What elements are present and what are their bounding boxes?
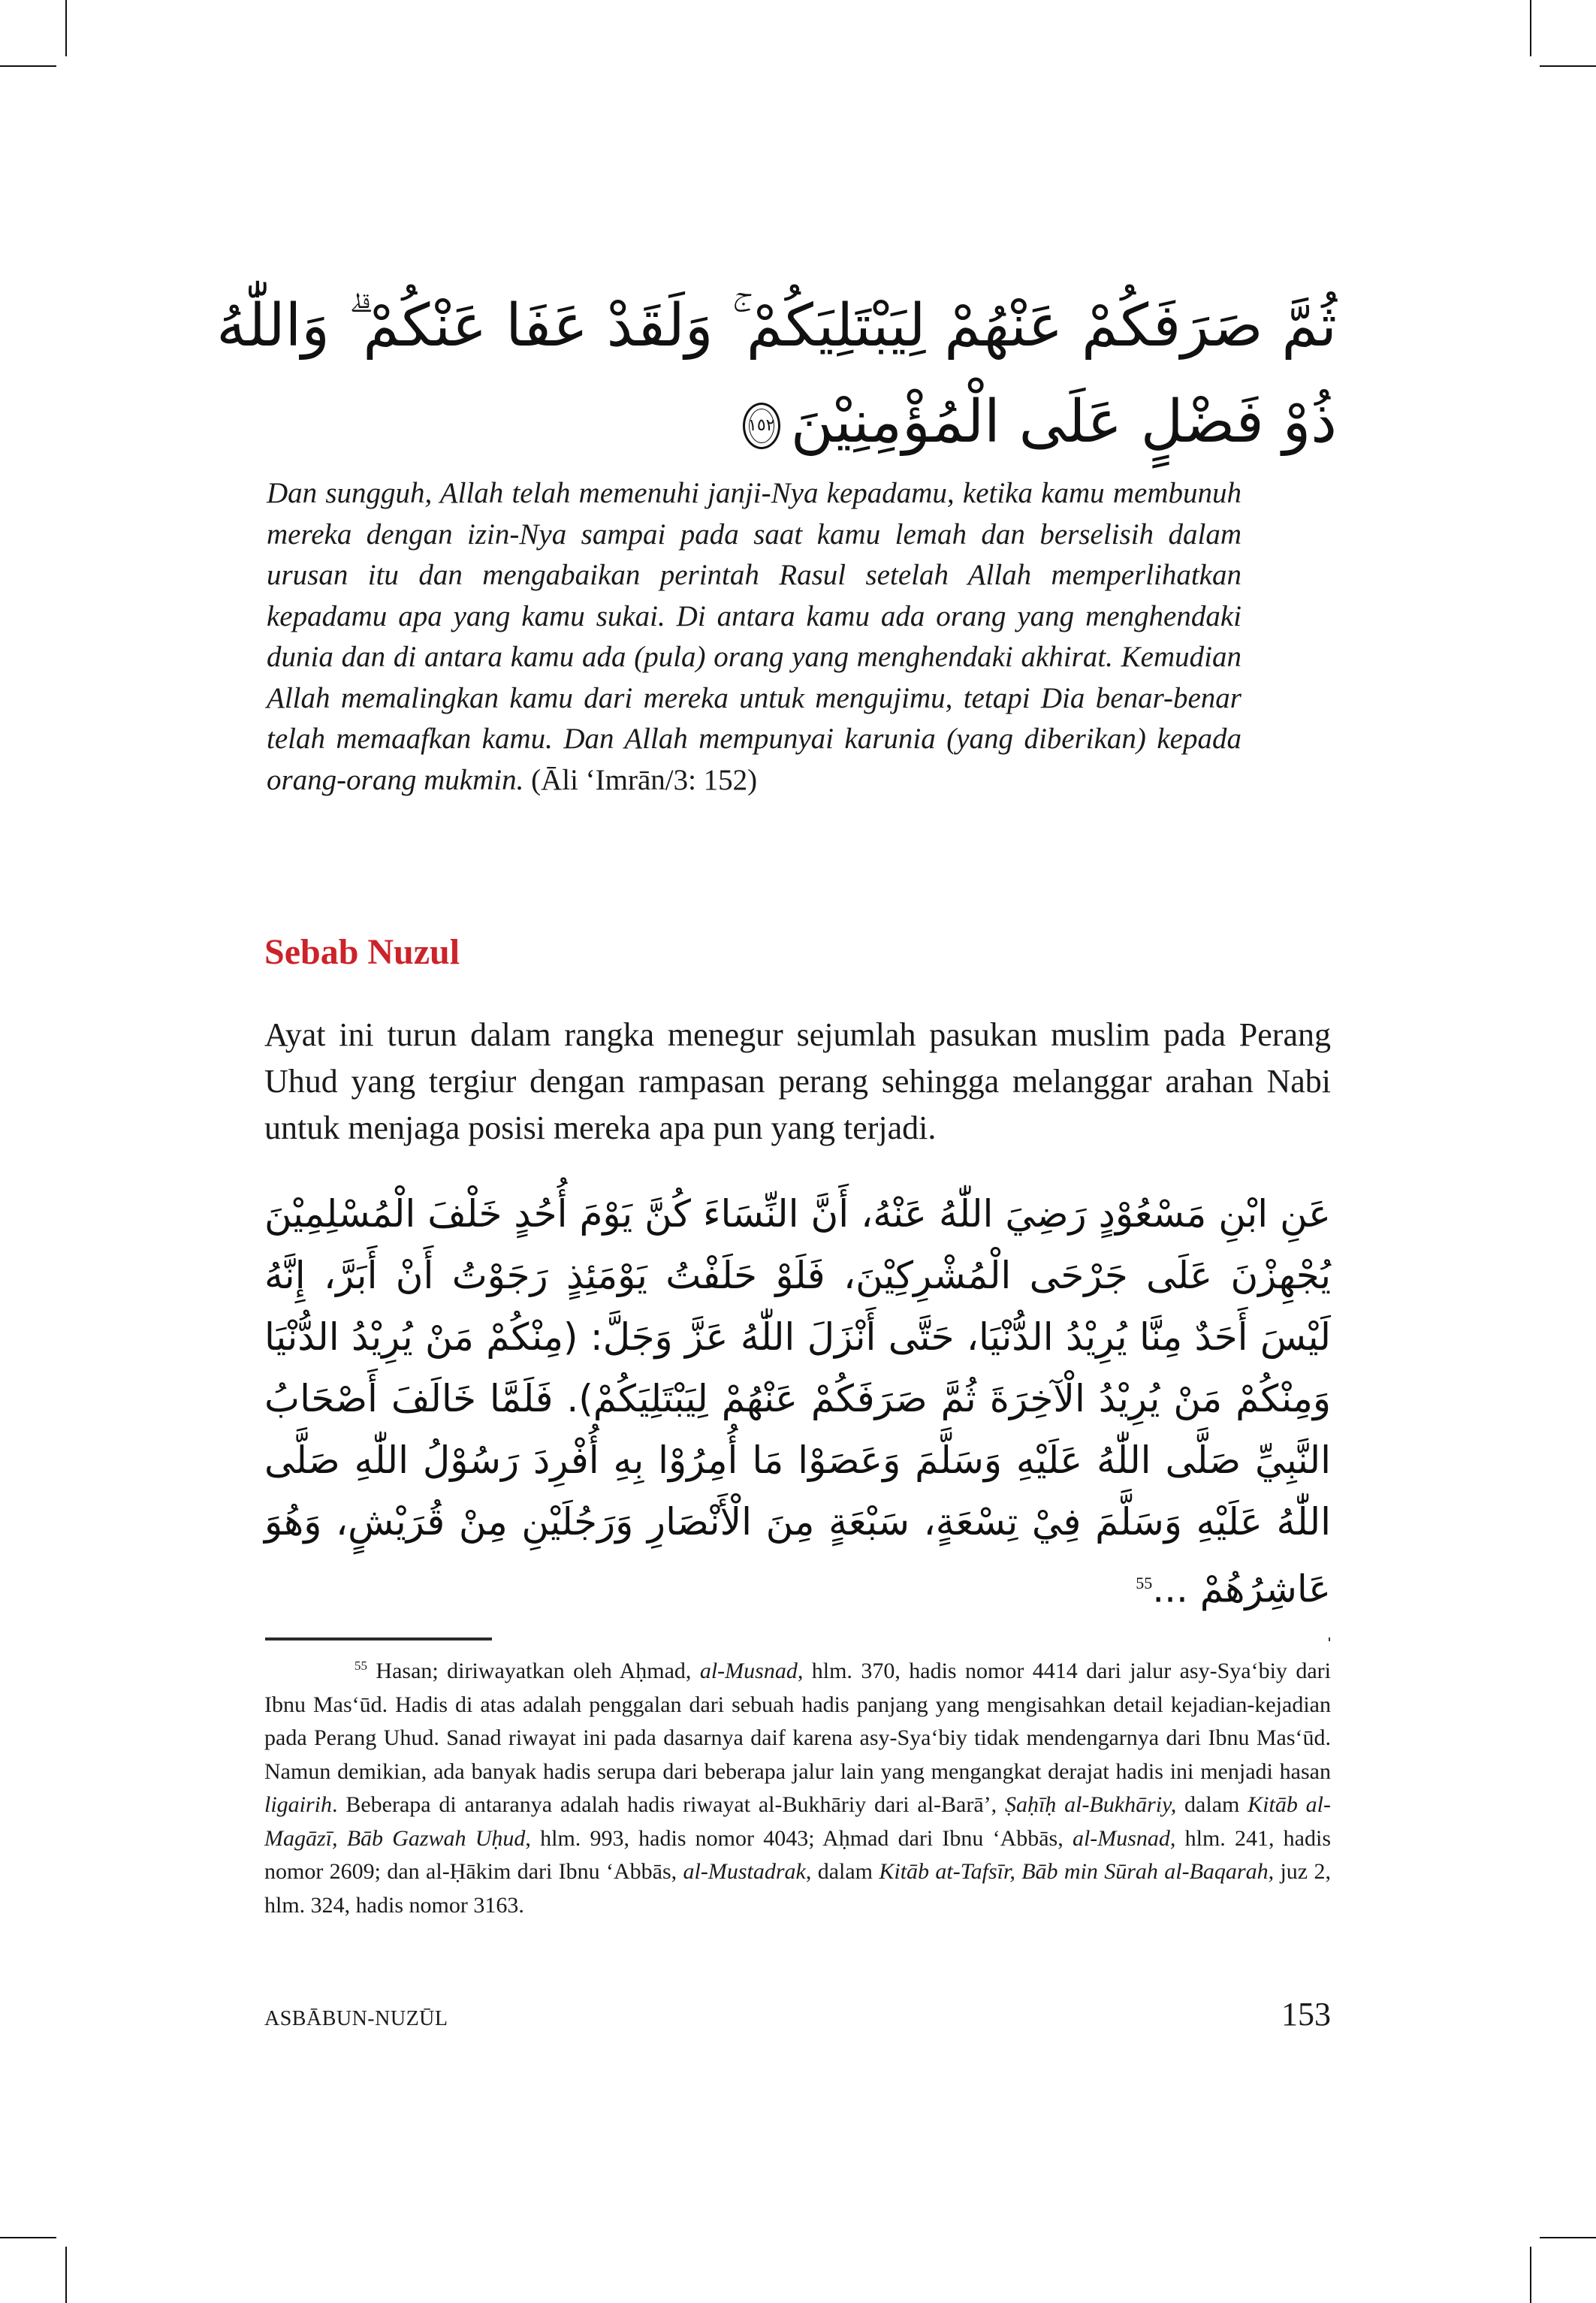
footnote-text-segment: hlm. 370, hadis nomor 4414 dari jalur asy-Sya‘biy dari Ibnu Mas‘ūd. Hadis di atas adalah penggalan dari sebuah hadis panjang yang mengisahkan detail kejadian-kejadian pada Perang Uhud. Sanad riwayat ini pada dasarnya daif karena asy-Sya‘biy tidak mendengarnya dari Ibnu Mas‘ūd. Namun demikian, ada banyak hadis serupa dari beberapa jalur lain yang mengangkat derajat hadis ini menjadi hasan [264, 1659, 1331, 1784]
footnote-text-segment: Hasan; diriwayatkan oleh Aḥmad, [376, 1659, 700, 1683]
verse-translation [267, 473, 1242, 801]
hadith-text: عَنِ ابْنِ مَسْعُوْدٍ رَضِيَ اللّٰهُ عَنْهُ، أَنَّ النِّسَاءَ كُنَّ يَوْمَ أُحُدٍ خَلْفَ الْمُسْلِمِيْنَ يُجْهِزْنَ عَلَى جَرْحَى الْمُشْرِكِيْنَ، فَلَوْ حَلَفْتُ يَوْمَئِذٍ رَجَوْتُ أَنْ أَبَرَّ، إِنَّهُ لَيْسَ أَحَدٌ مِنَّا يُرِيْدُ الدُّنْيَا، حَتَّى أَنْزَلَ اللّٰهُ عَزَّ وَجَلَّ: (مِنْكُمْ مَنْ يُرِيْدُ الدُّنْيَا وَمِنْكُمْ مَنْ يُرِيْدُ الْآخِرَةَ ثُمَّ صَرَفَكُمْ عَنْهُمْ لِيَبْتَلِيَكُمْ). فَلَمَّا خَالَفَ أَصْحَابُ النَّبِيِّ صَلَّى اللّٰهُ عَلَيْهِ وَسَلَّمَ وَعَصَوْا مَا أُمِرُوْا بِهِ أُفْرِدَ رَسُوْلُ اللّٰهِ صَلَّى اللّٰهُ عَلَيْهِ وَسَلَّمَ فِيْ تِسْعَةٍ، سَبْعَةٍ مِنَ الْأَنْصَارِ وَرَجُلَيْنِ مِنْ قُرَيْشٍ، وَهُوَ عَاشِرُهُمْ ... [264, 1192, 1331, 1611]
footnote-citation-italic: al-Mustadrak [683, 1859, 806, 1884]
verse-reference: (Āli ‘Imrān/3: 152) [531, 763, 758, 796]
quran-verse-line-2-text: ذُوْ فَضْلٍ عَلَى الْمُؤْمِنِيْنَ [790, 388, 1337, 456]
crop-mark-top-right-vertical [1530, 0, 1531, 56]
running-footer-title: ASBĀBUN-NUZŪL [264, 2007, 448, 2030]
footnote-citation-italic: Ṣaḥīḥ al-Bukhāriy, [1004, 1792, 1177, 1817]
crop-mark-top-left-vertical [65, 0, 67, 56]
footnote-citation-italic: ligairih [264, 1792, 333, 1817]
ayah-number-marker-icon: ١٥٢ [743, 403, 780, 449]
crop-mark-top-right-horizontal [1540, 65, 1596, 67]
footnote-citation-italic: al-Musnad, [1072, 1825, 1176, 1851]
footnote-text-segment: hlm. 241, hadis nomor 2609; dan al-Ḥākim dari Ibnu ‘Abbās, [264, 1825, 1332, 1884]
crop-mark-bottom-left-vertical [65, 2247, 67, 2303]
quran-verse [216, 278, 1337, 470]
hadith-arabic [264, 1183, 1331, 1620]
page-number: 153 [1281, 1996, 1331, 2033]
footnote-citation-italic: Kitāb al-Magāzī, Bāb Gazwah Uḥud [264, 1792, 1331, 1851]
footnote-citation-italic: Kitāb at-Tafsīr, Bāb min Sūrah al-Baqarah, [879, 1859, 1275, 1884]
footnote-citation-italic: al-Musnad, [699, 1659, 804, 1683]
footnote-text-segment: , dalam [805, 1859, 879, 1884]
crop-mark-bottom-right-horizontal [1540, 2237, 1596, 2238]
footnote-text-segment: dalam [1176, 1792, 1248, 1817]
footnote [264, 1650, 1331, 1922]
footnote-text-segment: , hlm. 993, hadis nomor 4043; Aḥmad dari Ibnu ‘Abbās, [525, 1825, 1073, 1851]
crop-mark-top-left-horizontal [0, 65, 56, 67]
crop-mark-bottom-left-horizontal [0, 2237, 56, 2238]
body-paragraph: Ayat ini turun dalam rangka menegur sejumlah pasukan muslim pada Perang Uhud yang tergiur dengan rampasan perang sehingga melanggar arahan Nabi untuk menjaga posisi mereka apa pun yang terjadi. [264, 1016, 1331, 1146]
footnote-text-segment: . Beberapa di antaranya adalah hadis riwayat al-Bukhāriy dari al-Barā’, [332, 1792, 1005, 1817]
quran-verse-line-2 [330, 374, 1337, 470]
quran-verse-line-1: ثُمَّ صَرَفَكُمْ عَنْهُمْ لِيَبْتَلِيَكُمْ ۚ وَلَقَدْ عَفَا عَنْكُمْ ۗ وَاللّٰهُ [216, 292, 1337, 360]
stray-print-mark [1329, 1637, 1330, 1641]
footnote-number: 55 [354, 1659, 367, 1673]
section-heading: Sebab Nuzul [264, 932, 460, 972]
footnote-separator [265, 1637, 492, 1640]
footnote-reference[interactable]: 55 [1136, 1574, 1153, 1592]
footnote-body [264, 1659, 1331, 1918]
crop-mark-bottom-right-vertical [1530, 2247, 1531, 2303]
footnote-text-segment: juz 2, hlm. 324, hadis nomor 3163. [264, 1859, 1331, 1918]
translation-text: Dan sungguh, Allah telah memenuhi janji-Nya kepadamu, ketika kamu membunuh mereka dengan izin-Nya sampai pada saat kamu lemah dan berselisih dalam urusan itu dan mengabaikan perintah Rasul setelah Allah memperlihatkan kepadamu apa yang kamu sukai. Di antara kamu ada orang yang menghendaki dunia dan di antara kamu ada (pula) orang yang menghendaki akhirat. Kemudian Allah memalingkan kamu dari mereka untuk mengujimu, tetapi Dia benar-benar telah memaafkan kamu. Dan Allah mempunyai karunia (yang diberikan) kepada orang-orang mukmin. [267, 477, 1242, 796]
